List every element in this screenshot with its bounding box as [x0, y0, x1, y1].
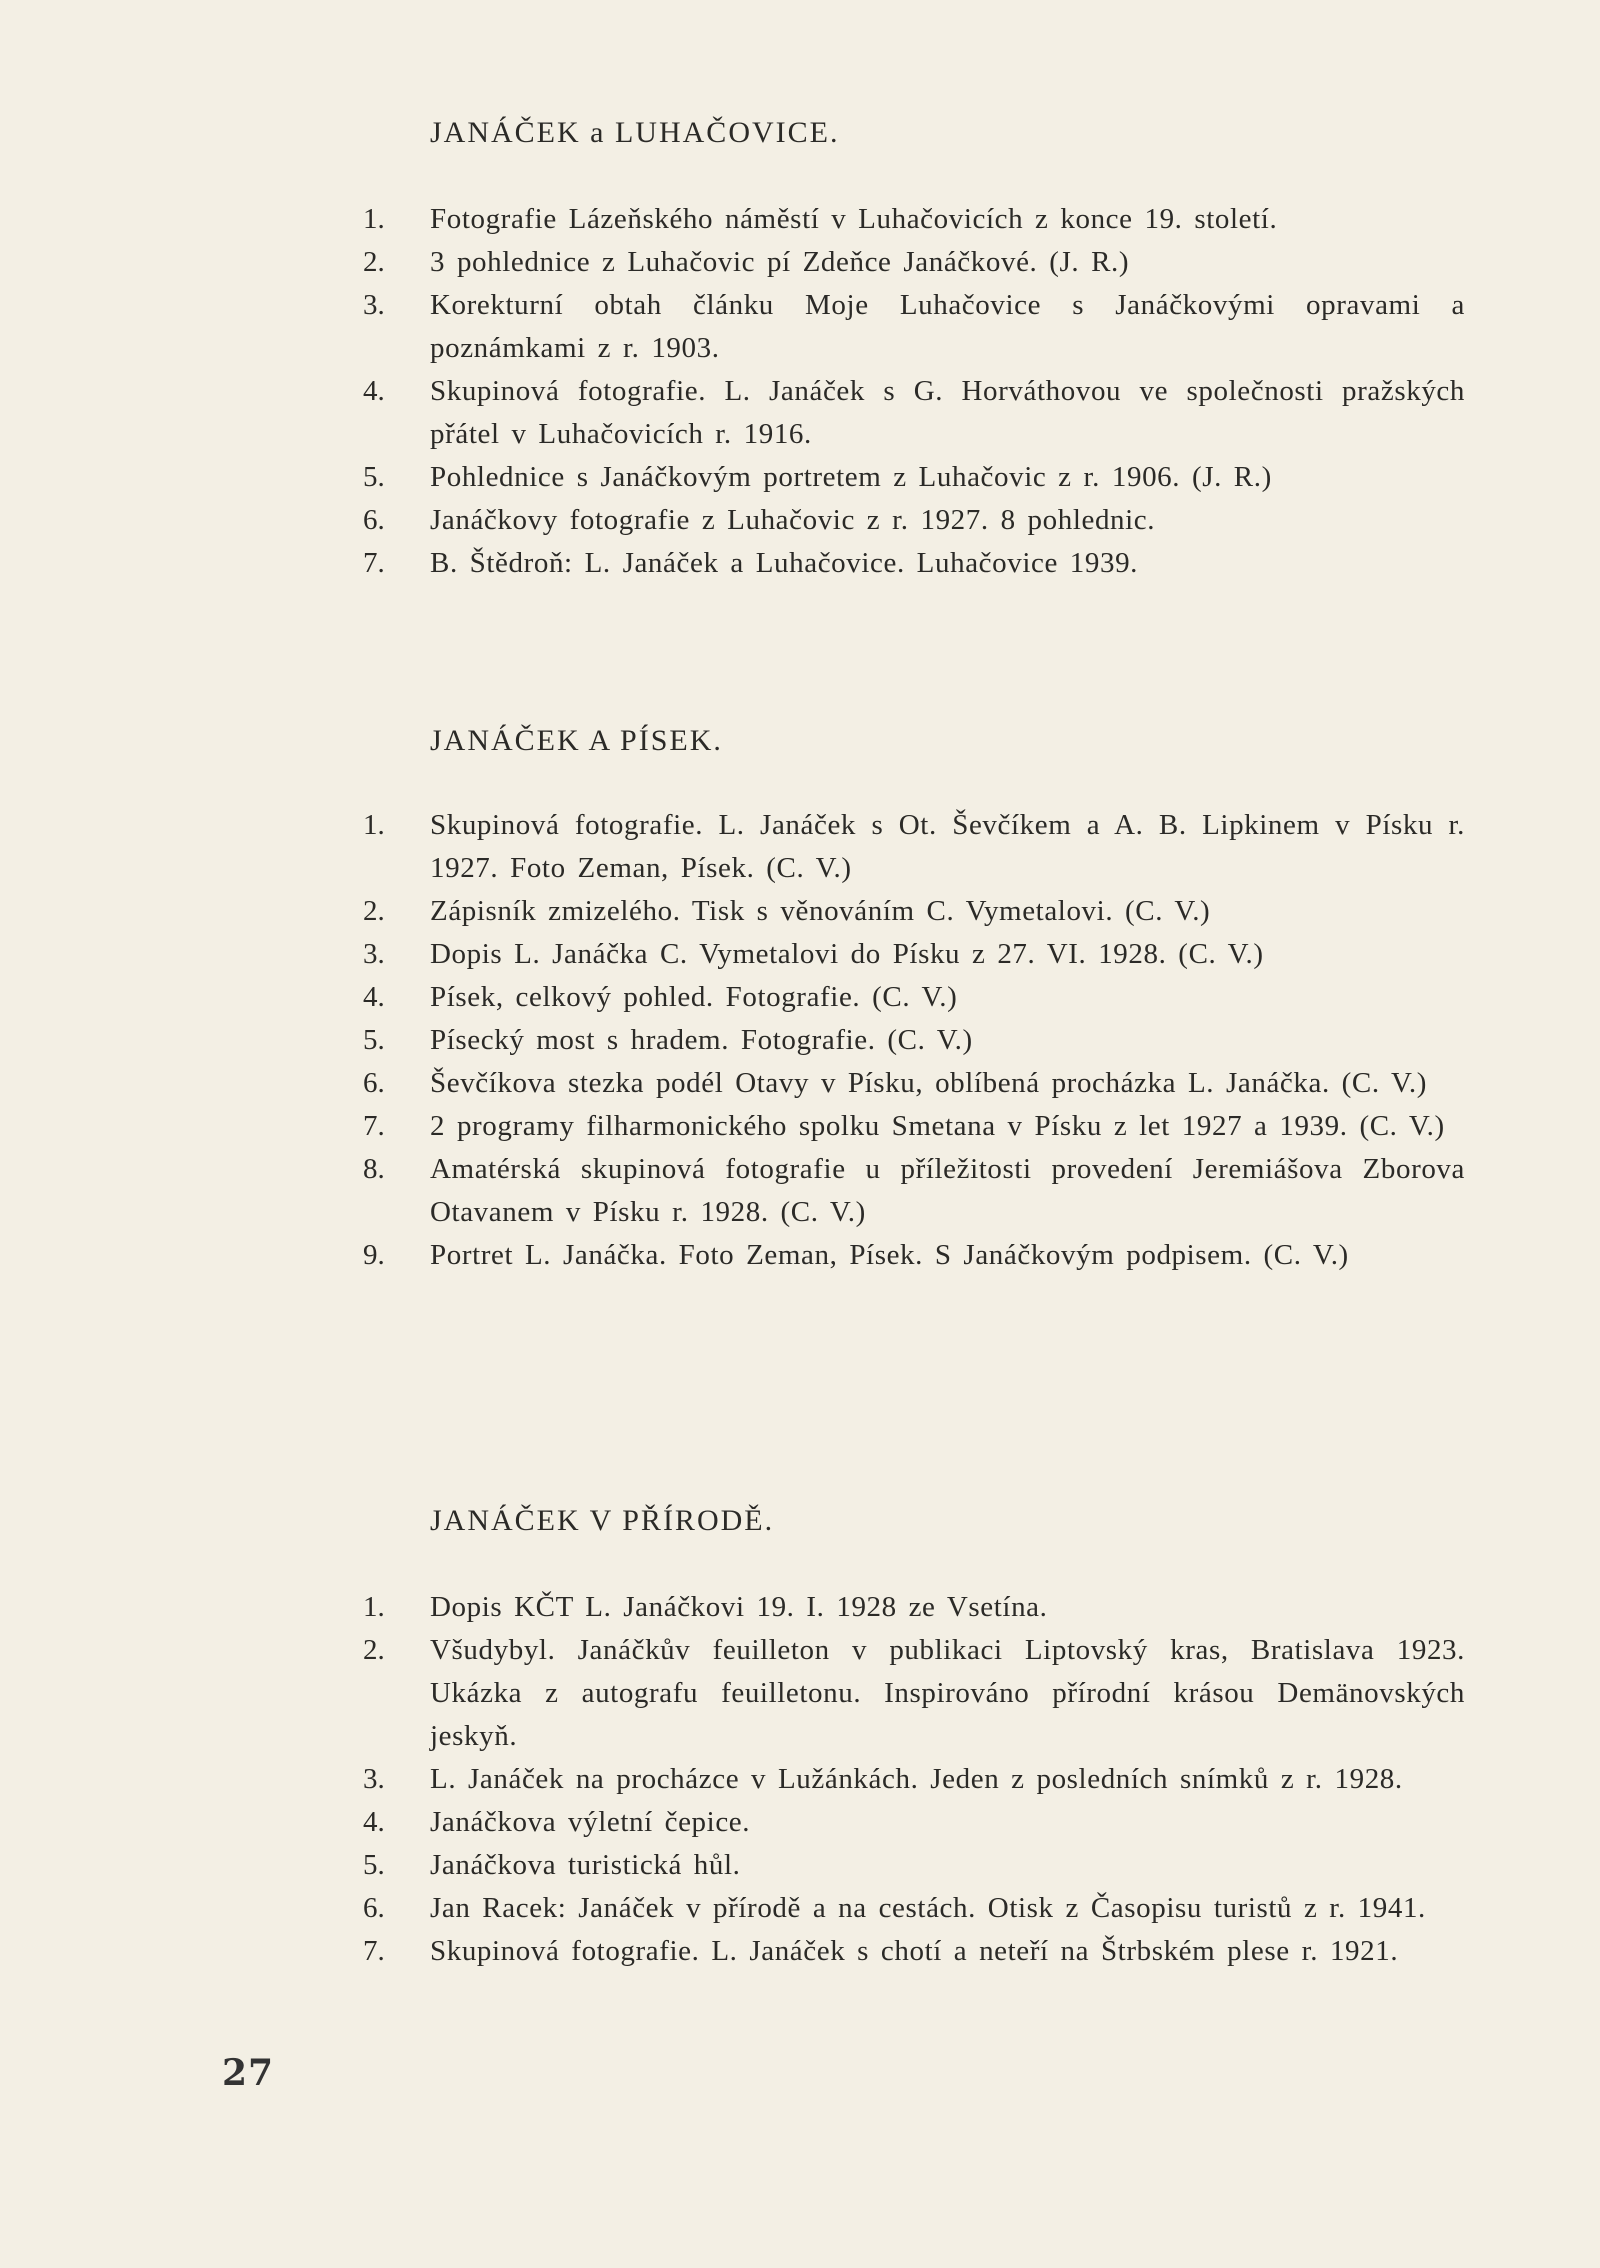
item-list — [355, 198, 1465, 585]
item-list — [355, 1586, 1465, 1973]
item-number: 6. — [363, 504, 385, 536]
item-number: 6. — [363, 1067, 385, 1099]
page-number: 27 — [222, 2052, 275, 2094]
item-number: 8. — [363, 1153, 385, 1185]
list-item — [355, 370, 1465, 456]
list-item — [355, 933, 1465, 976]
item-text: Všudybyl. Janáčkův feuilleton v publikaci Liptovský kras, Bratislava 1923. Ukázka z autografu feuilletonu. Inspirováno přírodní krásou Demänovských jeskyň. — [430, 1634, 1465, 1752]
item-number: 3. — [363, 1763, 385, 1795]
item-text: L. Janáček na procházce v Lužánkách. Jeden z posledních snímků z r. 1928. — [430, 1763, 1403, 1795]
item-number: 2. — [363, 895, 385, 927]
list-item — [355, 1105, 1465, 1148]
item-number: 6. — [363, 1892, 385, 1924]
list-item — [355, 1062, 1465, 1105]
item-text: B. Štědroň: L. Janáček a Luhačovice. Luhačovice 1939. — [430, 547, 1139, 579]
list-item — [355, 1234, 1465, 1277]
item-number: 5. — [363, 1024, 385, 1056]
item-text: Dopis L. Janáčka C. Vymetalovi do Písku z 27. VI. 1928. (C. V.) — [430, 938, 1264, 970]
item-text: Písek, celkový pohled. Fotografie. (C. V.) — [430, 981, 958, 1013]
list-item — [355, 198, 1465, 241]
item-text: Pohlednice s Janáčkovým portretem z Luhačovic z r. 1906. (J. R.) — [430, 461, 1272, 493]
item-text: Skupinová fotografie. L. Janáček s G. Horváthovou ve společnosti pražských přátel v Luhačovicích r. 1916. — [430, 375, 1465, 450]
list-item — [355, 1801, 1465, 1844]
item-number: 9. — [363, 1239, 385, 1271]
section-heading: JANÁČEK A PÍSEK. — [430, 724, 723, 757]
list-item — [355, 1019, 1465, 1062]
list-item — [355, 1629, 1465, 1758]
item-text: Fotografie Lázeňského náměstí v Luhačovicích z konce 19. století. — [430, 203, 1278, 235]
item-text: Ševčíkova stezka podél Otavy v Písku, oblíbená procházka L. Janáčka. (C. V.) — [430, 1067, 1427, 1099]
item-text: Portret L. Janáčka. Foto Zeman, Písek. S Janáčkovým podpisem. (C. V.) — [430, 1239, 1349, 1271]
item-number: 7. — [363, 547, 385, 579]
list-item — [355, 241, 1465, 284]
item-number: 3. — [363, 289, 385, 321]
item-list — [355, 804, 1465, 1277]
item-text: Amatérská skupinová fotografie u příležitosti provedení Jeremiášova Zborova Otavanem v Písku r. 1928. (C. V.) — [430, 1153, 1465, 1228]
list-item — [355, 1586, 1465, 1629]
item-text: Korekturní obtah článku Moje Luhačovice s Janáčkovými opravami a poznámkami z r. 1903. — [430, 289, 1465, 364]
item-text: Jan Racek: Janáček v přírodě a na cestách. Otisk z Časopisu turistů z r. 1941. — [430, 1892, 1426, 1924]
item-number: 2. — [363, 1634, 385, 1666]
item-text: Skupinová fotografie. L. Janáček s Ot. Ševčíkem a A. B. Lipkinem v Písku r. 1927. Foto Zeman, Písek. (C. V.) — [430, 809, 1465, 884]
item-number: 4. — [363, 981, 385, 1013]
list-item — [355, 1758, 1465, 1801]
item-text: Dopis KČT L. Janáčkovi 19. I. 1928 ze Vsetína. — [430, 1591, 1048, 1623]
list-item — [355, 1844, 1465, 1887]
item-number: 4. — [363, 375, 385, 407]
item-number: 7. — [363, 1110, 385, 1142]
item-number: 5. — [363, 1849, 385, 1881]
item-number: 1. — [363, 1591, 385, 1623]
item-number: 1. — [363, 809, 385, 841]
list-item — [355, 890, 1465, 933]
item-text: 3 pohlednice z Luhačovic pí Zdeňce Janáčkové. (J. R.) — [430, 246, 1130, 278]
item-number: 5. — [363, 461, 385, 493]
item-number: 2. — [363, 246, 385, 278]
item-number: 7. — [363, 1935, 385, 1967]
item-number: 4. — [363, 1806, 385, 1838]
item-text: Janáčkovy fotografie z Luhačovic z r. 1927. 8 pohlednic. — [430, 504, 1156, 536]
list-item — [355, 804, 1465, 890]
item-text: Janáčkova turistická hůl. — [430, 1849, 741, 1881]
list-item — [355, 542, 1465, 585]
item-text: 2 programy filharmonického spolku Smetana v Písku z let 1927 a 1939. (C. V.) — [430, 1110, 1445, 1142]
item-text: Janáčkova výletní čepice. — [430, 1806, 751, 1838]
item-number: 1. — [363, 203, 385, 235]
list-item — [355, 456, 1465, 499]
list-item — [355, 499, 1465, 542]
section-heading: JANÁČEK V PŘÍRODĚ. — [430, 1504, 775, 1537]
item-text: Zápisník zmizelého. Tisk s věnováním C. Vymetalovi. (C. V.) — [430, 895, 1211, 927]
section-heading: JANÁČEK a LUHAČOVICE. — [430, 116, 840, 149]
list-item — [355, 1148, 1465, 1234]
item-text: Písecký most s hradem. Fotografie. (C. V.) — [430, 1024, 973, 1056]
list-item — [355, 1887, 1465, 1930]
item-number: 3. — [363, 938, 385, 970]
item-text: Skupinová fotografie. L. Janáček s chotí a neteří na Štrbském plese r. 1921. — [430, 1935, 1399, 1967]
list-item — [355, 976, 1465, 1019]
list-item — [355, 284, 1465, 370]
list-item — [355, 1930, 1465, 1973]
